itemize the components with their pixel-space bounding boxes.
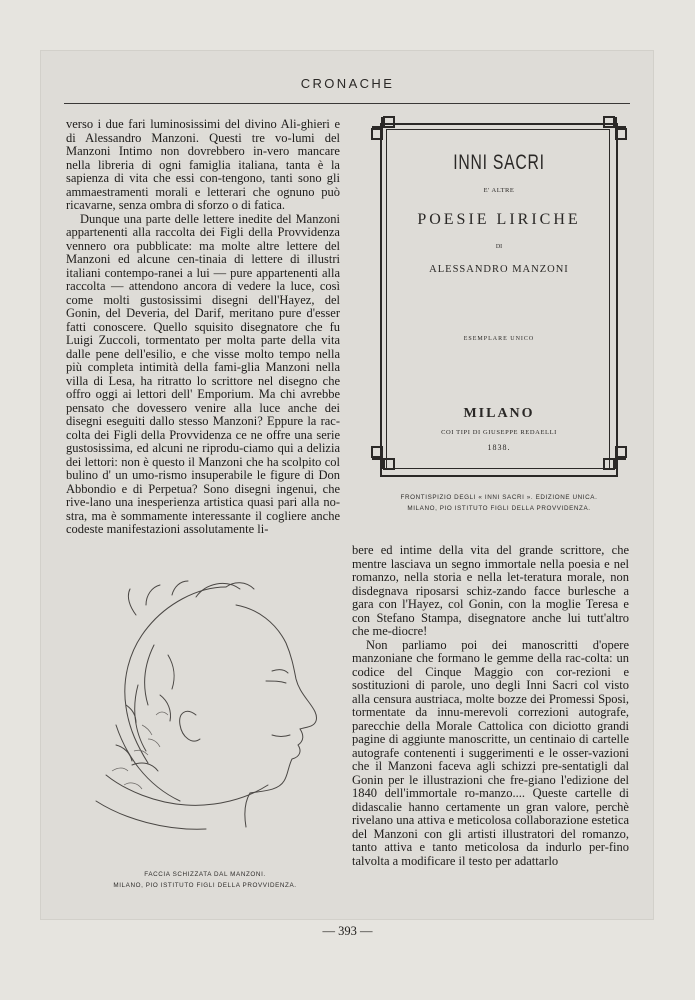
title-line: E' ALTRE: [483, 187, 515, 194]
corner-knot-icon: [368, 113, 398, 143]
title-line: DI: [495, 244, 503, 250]
printer-line: COI TIPI DI GIUSEPPE REDAELLI: [441, 429, 557, 436]
caption-line: FACCIA SCHIZZATA DAL MANZONI.: [144, 871, 266, 878]
left-column: [66, 118, 340, 537]
title-line: POESIE LIRICHE: [417, 211, 581, 228]
city-line: MILANO: [463, 406, 535, 421]
author-line: ALESSANDRO MANZONI: [429, 264, 569, 275]
caption-line: FRONTISPIZIO DEGLI « INNI SACRI ». EDIZIONE UNICA.: [400, 494, 598, 501]
edition-line: ESEMPLARE UNICO: [463, 336, 535, 342]
year-line: 1838.: [487, 443, 511, 452]
running-header: CRONACHE: [300, 76, 395, 91]
title-page-illustration: [368, 113, 630, 489]
paragraph: Dunque una parte delle lettere inedite del Manzoni appartenenti alla raccolta dei Figli della Provvidenza vennero ora pubblicate: ma molte altre lettere del Manzoni ed alcune cen-tinaia di lettere di illustri italiani contempo-ranei a lui — pure appartenenti alla raccolta — attendono ancora di vedere la luce, così come molti gustosissimi disegni dell'Hayez, del Gonin, del Deveria, del Darif, meritano pure d'esser fatti conoscere. Quello squisito disegnatore che fu Luigi Zuccoli, tormentato per molta parte della vita dalle pene dell'esilio, e che visse molto tempo nella più completa intimità della fami-glia Manzoni nella villa di Lesa, ha ritratto lo scrittore nel disegno che offro oggi ai lettori dell' Emporium. Ma chi avrebbe pensato che dovessero venire alla luce anche dei disegni eseguiti dallo stesso Manzoni? Eppure la rac-colta dei Figli della Provvidenza ce ne offre una serie gustosissima, ed alcuni ne riprodu-ciamo qui a delizia dei lettori: non è questo il Manzoni che ha scolpito col bulino d' un umo-rismo insuperabile le figure di Don Abbondio e di Perpetua? Sono disegni ingenui, che rive-lano una inesperienza artistica quasi pari alla no-stra, ma è sommamente interessante il cogliere anche codeste manifestazioni assolutamente li-: [66, 211, 340, 536]
caption-line: MILANO, PIO ISTITUTO FIGLI DELLA PROVVIDENZA.: [113, 881, 297, 889]
paragraph: verso i due fari luminosissimi del divino Ali-ghieri e di Alessandro Manzoni. Questi tre vo-lumi del Manzoni Intimo non dovrebbero in-vero mancare nella libreria di ogni famiglia italiana, tanta è la sapienza di vita che essi con-tengono, tanti sono gli ammaestramenti morali e letterari che ognuno può ricavarne, senza ombra di sforzo o di fatica.: [66, 117, 340, 212]
sketch-caption: [74, 870, 336, 891]
paragraph: Non parliamo poi dei manoscritti d'opere manzoniane che formano le gemme della rac-colta: un codice del Cinque Maggio con cor-rezioni e sostituzioni di parole, uno degli Inni Sacri col visto alla censura austriaca, molte bozze dei Promessi Sposi, tormentate da innu-merevoli correzioni autografe, parecchie della Morale Cattolica con diciotto grandi pagine di aggiunte manoscritte, un centinaio di cartelle autografe contenenti i suggerimenti e le osser-vazioni che il Manzoni faceva agli schizzi pre-sentatigli dal Gonin per le illustrazioni che fre-giano l'edizione del 1840 dell'immortale ro-manzo.... Queste cartelle di didascalie hanno certamente un gran valore, perchè rivelano una attiva e meticolosa collaborazione estetica del Manzoni con gli artisti illustratori del romanzo, tanto attiva e tanto meticolosa da indurlo per-fino talvolta a modificare il testo per adattarlo: [352, 637, 629, 868]
face-sketch-illustration: [76, 575, 334, 867]
title-line: INNI SACRI: [453, 151, 545, 174]
caption-line: MILANO, PIO ISTITUTO FIGLI DELLA PROVVIDENZA.: [407, 504, 591, 512]
right-column: [352, 544, 629, 868]
corner-knot-icon: [600, 113, 630, 143]
paragraph: bere ed intime della vita del grande scrittore, che mentre lasciava un segno immortale nella poesia e nel romanzo, nella storia e nella let-teratura morale, non disdegnava riposarsi schiz-zando facce burlesche a gara con l'Hayez, col Gonin, con la moglie Teresa e con Stefano Stampa, disegnatore anche lui tutt'altro che me-diocre!: [352, 543, 629, 638]
title-page-caption: [366, 493, 632, 514]
header-rule: [64, 103, 630, 104]
page-number: — 393 —: [322, 924, 373, 938]
